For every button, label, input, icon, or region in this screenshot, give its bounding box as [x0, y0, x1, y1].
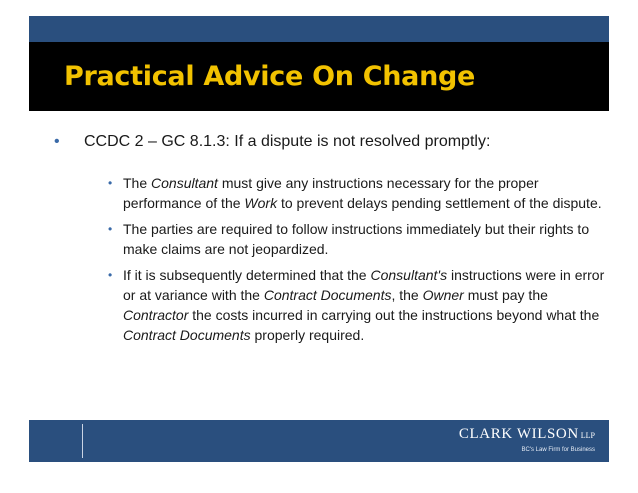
sub-point-text: , the — [391, 287, 423, 303]
sub-point-text: If it is subsequently determined that the — [123, 267, 371, 283]
emphasized-term: Contract Documents — [263, 287, 392, 303]
sub-point-text: The — [123, 175, 152, 191]
sub-point-text: must give any instructions necessary for the proper performance of the — [123, 175, 539, 211]
firm-name: CLARK WILSON — [458, 426, 579, 442]
slide-title: Practical Advice On Change — [64, 61, 476, 92]
title-bar — [29, 42, 609, 111]
sub-point-text: the costs incurred in carrying out the instructions beyond what the — [188, 307, 600, 323]
emphasized-term: Contractor — [123, 307, 189, 323]
sub-bullet-point — [48, 265, 608, 345]
main-point-text: CCDC 2 – GC 8.1.3: If a dispute is not resolved promptly: — [84, 133, 491, 150]
sub-point-text: must pay the — [463, 287, 548, 303]
sub-point-text: properly required. — [250, 327, 365, 343]
firm-logo — [459, 426, 595, 443]
main-bullet-point — [48, 131, 608, 153]
header-band — [29, 16, 609, 42]
sub-point-text: to prevent delays pending settlement of the dispute. — [277, 195, 602, 211]
sub-point-text: instructions were in error or at variance with the — [123, 267, 605, 303]
bullet-icon: • — [108, 176, 113, 190]
footer-band — [29, 420, 609, 462]
sub-bullet-point — [48, 173, 608, 213]
bullet-icon: • — [108, 222, 113, 236]
slide-content — [48, 131, 608, 351]
sub-point-text: The parties are required to follow instructions immediately but their rights to make claims are not jeopardized. — [123, 221, 590, 257]
bullet-icon: • — [108, 268, 113, 282]
firm-suffix: LLP — [580, 431, 595, 440]
emphasized-term: Owner — [422, 287, 464, 303]
emphasized-term: Contract Documents — [123, 327, 251, 343]
sub-point-list — [48, 173, 608, 345]
emphasized-term: Consultant — [151, 175, 218, 191]
sub-bullet-point — [48, 219, 608, 259]
emphasized-term: Consultant's — [370, 267, 448, 283]
bullet-icon: • — [54, 133, 60, 150]
firm-tagline: BC's Law Firm for Business — [521, 447, 595, 453]
footer-divider — [82, 424, 83, 458]
emphasized-term: Work — [244, 195, 278, 211]
